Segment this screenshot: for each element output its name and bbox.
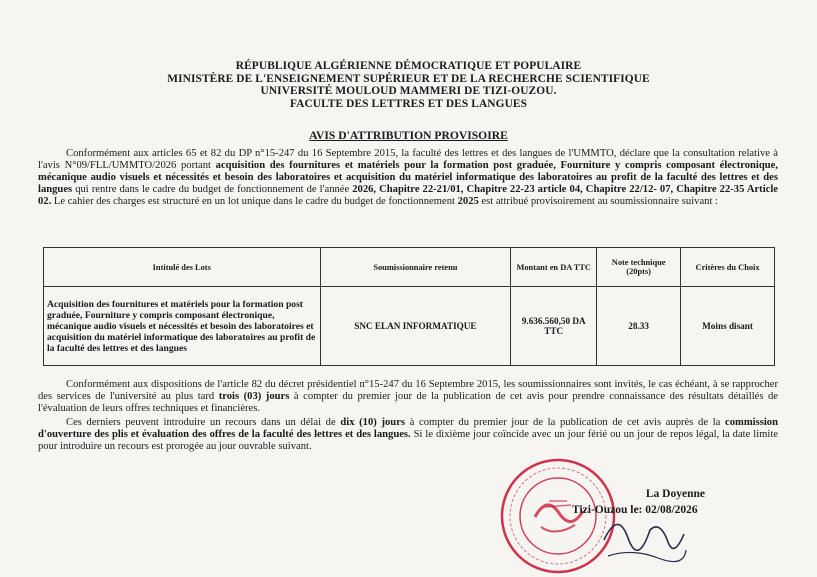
cell-critere: Moins disant [681,287,775,366]
intro-bold-3: 2025 [457,196,479,208]
letterhead-republic: RÉPUBLIQUE ALGÉRIENNE DÉMOCRATIQUE ET POPULAIRE [235,60,582,72]
header-soumissionnaire: Soumissionnaire retenu [320,248,511,287]
signatory-title: La Doyenne [645,488,705,500]
cell-lot: Acquisition des fournitures et matériels pour la formation post graduée, Fourniture y compris composant électronique, mécanique audio visuels et nécessités et besoin des laboratoires et acquisition du matériel informatique des laboratoires au profit de la faculté des lettres et des langues [44,287,321,366]
disp-bold-1: trois (03) jours [218,391,290,403]
letterhead-ministry: MINISTÈRE DE L'ENSEIGNEMENT SUPÉRIEUR ET DE LA RECHERCHE SCIENTIFIQUE [167,72,650,85]
recours-text-1: Ces derniers peuvent introduire un recours dans un délai de [66,417,341,428]
recours-bold-2: commission d'ouverture des plis et évaluation des offres de la faculté des lettres et des langues. [38,417,778,441]
table-row [44,287,775,366]
letterhead-university: UNIVERSITÉ MOULOUD MAMMERI DE TIZI-OUZOU. [260,85,557,97]
intro-text-2: qui rentre dans le cadre du budget de fonctionnement de l'année [72,184,353,196]
header-lots: Intitulé des Lots [44,248,321,287]
intro-text-1: Conformément aux articles 65 et 82 du DP n°15-247 du 16 Septembre 2015, la faculté des lettres et des langues de l'UMMTO, déclare que la consultation relative à l'avis N°09/FLL/UMMTO/2026 portant [38,148,778,172]
intro-bold-2: 2026, Chapitre 22-21/01, Chapitre 22-23 article 04, Chapitre 22/12- 07, Chapitre 22-35 Article 02. [38,184,778,208]
letterhead [0,60,817,110]
attribution-table [43,247,775,366]
dispositions-paragraph [38,379,778,415]
document-title: AVIS D'ATTRIBUTION PROVISOIRE [309,129,508,142]
cell-note: 28.33 [597,287,681,366]
header-criteres: Critères du Choix [681,248,775,287]
intro-bold-1: acquisition des fournitures et matériels pour la formation post graduée, Fourniture y compris composant électronique, mécanique audio visuels et nécessités et besoin des laboratoires et acquisition du matériel informatique des laboratoires au profit de la faculté des lettres et des langues [38,160,779,196]
disp-text-2: à compter du premier jour de la publication de cet avis pour prendre connaissance des résultats détaillés de l'évaluation de leurs offres techniques et financières. [38,391,778,415]
letterhead-faculty: FACULTE DES LETTRES ET DES LANGUES [289,97,528,110]
header-montant: Montant en DA TTC [511,248,597,287]
intro-paragraph [38,148,778,208]
intro-text-3: Le cahier des charges est structuré en un lot unique dans le cadre du budget de fonctionnement [51,196,458,208]
disp-text-1: Conformément aux dispositions de l'article 82 du décret présidentiel n°15-247 du 16 Septembre 2015, les soumissionnaires sont invités, le cas échéant, à se rapprocher des services de l'université au plus tard [38,379,778,403]
intro-text-4: est attribué provisoirement au soumissionnaire suivant : [478,196,718,208]
recours-text-2: à compter du premier jour de la publication de cet avis auprès de la [405,417,726,428]
recours-paragraph [38,417,778,453]
cell-montant: 9.636.560,50 DA TTC [511,287,597,366]
signature-date: Tizi-Ouzou le: 02/08/2026 [572,504,698,516]
recours-text-3: Si le dixième jour coïncide avec un jour férié ou un jour de repos légal, la date limite pour introduire un recours est prorogée au jour ouvrable suivant. [38,429,778,453]
header-note: Note technique (20pts) [597,248,681,287]
table-header-row [44,248,775,287]
recours-bold-1: dix (10) jours [340,417,406,428]
cell-soumissionnaire: SNC ELAN INFORMATIQUE [320,287,511,366]
